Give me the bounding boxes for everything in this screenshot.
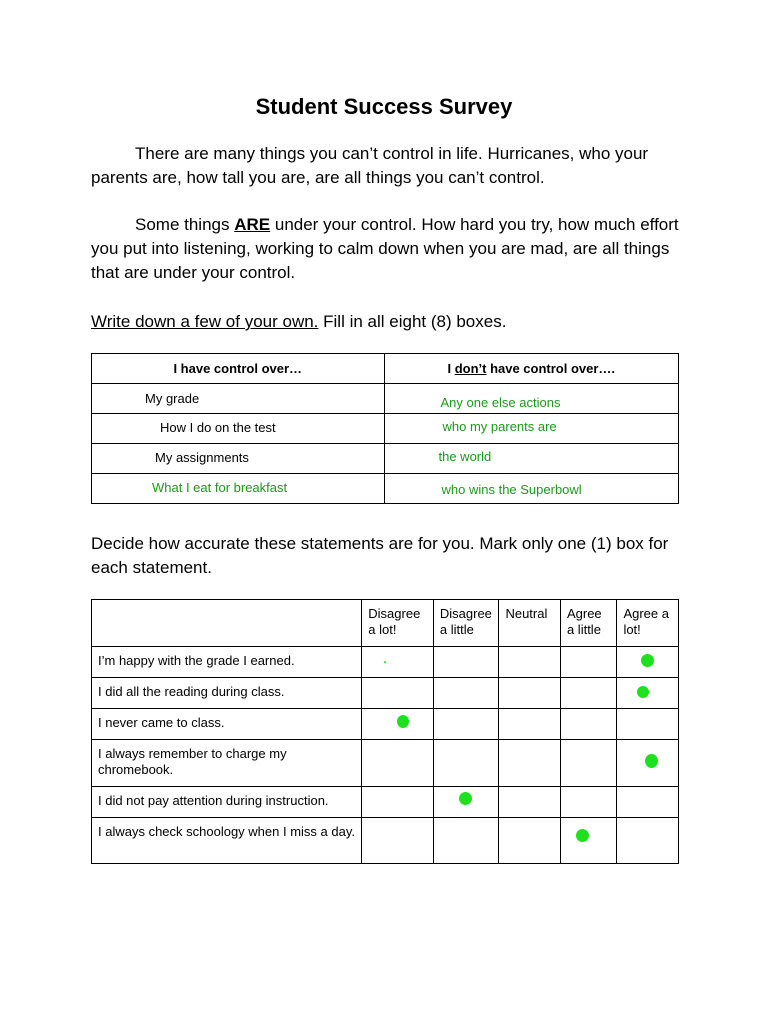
table-row <box>92 740 679 787</box>
rating-cell[interactable] <box>617 787 679 818</box>
no-control-cell[interactable]: the world <box>384 444 679 474</box>
rating-cell[interactable] <box>560 678 616 709</box>
statement-cell: I did not pay attention during instruction. <box>92 787 362 818</box>
header-have-control: I have control over… <box>92 354 385 384</box>
rating-cell[interactable] <box>560 787 616 818</box>
control-table <box>91 353 679 504</box>
rating-table <box>91 599 679 864</box>
mark-dot <box>576 829 589 842</box>
rating-cell[interactable] <box>560 647 616 678</box>
instruction-text: Write down a few of your own. Fill in all eight (8) boxes. <box>91 312 507 331</box>
statement-cell: I always check schoology when I miss a day. <box>92 818 362 864</box>
rating-cell[interactable] <box>362 709 434 740</box>
rating-cell[interactable] <box>499 740 561 787</box>
statement-cell: I did all the reading during class. <box>92 678 362 709</box>
table-row <box>92 787 679 818</box>
table-row <box>92 474 679 504</box>
column-header: Disagree a little <box>433 600 499 647</box>
emphasis-are: ARE <box>234 215 271 234</box>
rating-cell[interactable] <box>560 818 616 864</box>
rating-instruction: Decide how accurate these statements are for you. Mark only one (1) box for each statement. <box>91 534 669 577</box>
empty-header-cell <box>92 600 362 647</box>
mark-dot <box>637 686 649 698</box>
rating-cell[interactable] <box>560 709 616 740</box>
control-cell[interactable]: How I do on the test <box>92 414 385 444</box>
rating-cell[interactable] <box>617 709 679 740</box>
mark-dot <box>397 715 409 728</box>
table-row <box>92 414 679 444</box>
rating-cell[interactable] <box>617 647 679 678</box>
rating-cell[interactable] <box>362 678 434 709</box>
no-control-cell[interactable]: who wins the Superbowl <box>384 474 679 504</box>
page-title: Student Success Survey <box>255 94 513 119</box>
no-control-cell[interactable]: Any one else actions <box>384 384 679 414</box>
column-header: Agree a lot! <box>617 600 679 647</box>
rating-cell[interactable] <box>433 787 499 818</box>
rating-cell[interactable] <box>560 740 616 787</box>
rating-cell[interactable] <box>499 647 561 678</box>
statement-cell: I’m happy with the grade I earned. <box>92 647 362 678</box>
rating-header-row <box>92 600 679 647</box>
mark-dot <box>641 654 654 667</box>
rating-cell[interactable] <box>362 787 434 818</box>
rating-cell[interactable] <box>433 740 499 787</box>
header-dont-have-control: I don’t have control over…. <box>384 354 679 384</box>
rating-cell[interactable] <box>362 647 434 678</box>
table-row <box>92 818 679 864</box>
rating-cell[interactable] <box>433 678 499 709</box>
rating-cell[interactable] <box>499 787 561 818</box>
column-header: Neutral <box>499 600 561 647</box>
control-table-header <box>92 354 679 384</box>
control-cell[interactable]: My grade <box>92 384 385 414</box>
rating-cell[interactable] <box>499 678 561 709</box>
rating-cell[interactable] <box>499 818 561 864</box>
statement-cell: I always remember to charge my chromebook. <box>92 740 362 787</box>
column-header: Disagree a lot! <box>362 600 434 647</box>
rating-cell[interactable] <box>362 740 434 787</box>
rating-cell[interactable] <box>499 709 561 740</box>
column-header: Agree a little <box>560 600 616 647</box>
statement-cell: I never came to class. <box>92 709 362 740</box>
rating-cell[interactable] <box>617 818 679 864</box>
table-row <box>92 444 679 474</box>
rating-cell[interactable] <box>433 709 499 740</box>
control-paragraph: Some things ARE under your control. How hard you try, how much effort you put into listening, working to calm down when you are mad, are all things that are under your control. <box>91 215 679 282</box>
mark-dot <box>645 754 658 768</box>
intro-paragraph: There are many things you can’t control in life. Hurricanes, who your parents are, how tall you are, are all things you can’t control. <box>91 144 649 187</box>
table-row <box>92 384 679 414</box>
mark-dot <box>459 792 472 805</box>
rating-cell[interactable] <box>617 678 679 709</box>
rating-cell[interactable] <box>433 818 499 864</box>
rating-cell[interactable] <box>362 818 434 864</box>
table-row <box>92 647 679 678</box>
no-control-cell[interactable]: who my parents are <box>384 414 679 444</box>
stray-mark <box>384 661 386 663</box>
control-cell[interactable]: My assignments <box>92 444 385 474</box>
rating-cell[interactable] <box>433 647 499 678</box>
control-cell[interactable]: What I eat for breakfast <box>92 474 385 504</box>
table-row <box>92 678 679 709</box>
rating-cell[interactable] <box>617 740 679 787</box>
table-row <box>92 709 679 740</box>
